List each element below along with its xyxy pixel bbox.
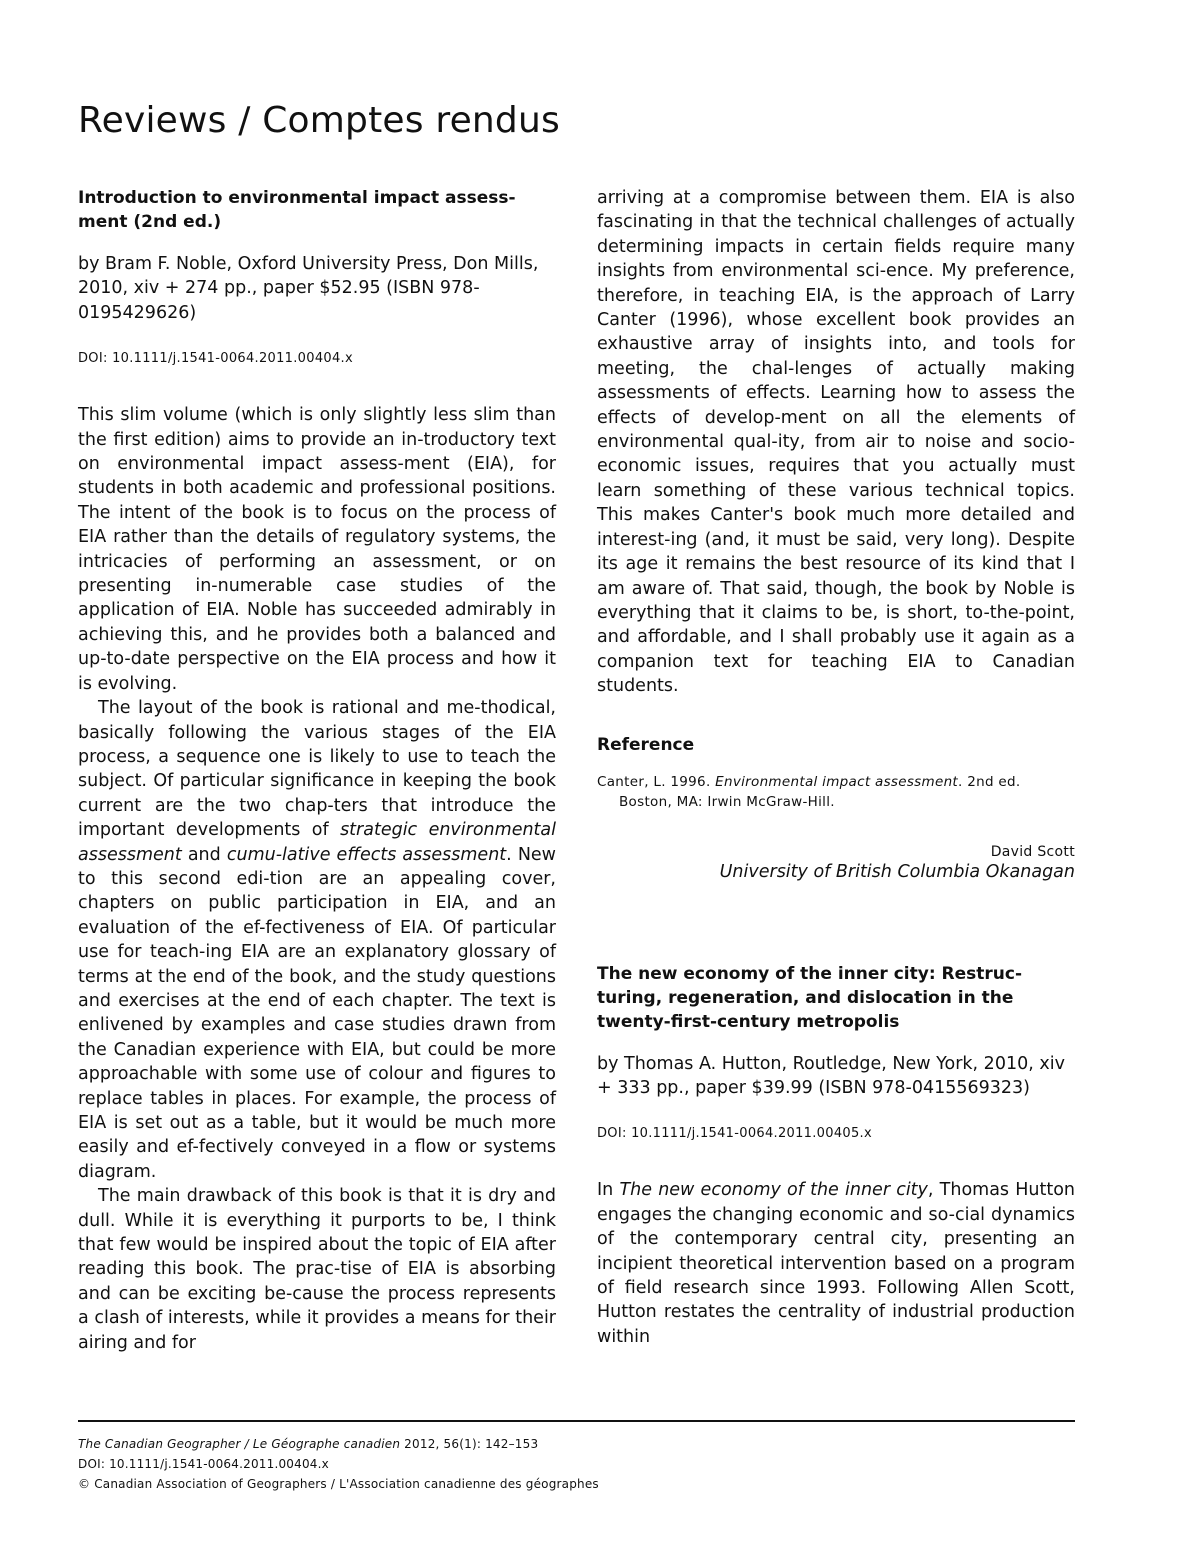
review1-title: Introduction to environmental impact assess-ment (2nd ed.) <box>78 188 516 232</box>
page-footer <box>78 1434 599 1494</box>
footer-doi: DOI: 10.1111/j.1541-0064.2011.00404.x <box>78 1457 329 1471</box>
text-run: In <box>597 1180 620 1201</box>
text-run: . New to this second edi-tion are an appealing cover, chapters on public participation in EIA, and an evaluation of the ef-fectiveness of EIA. Of particular use for teach-ing EIA are an explanatory glossary of terms at the end of the book, and the study questions and exercises at the end of each chapter. The text is enlivened by examples and case studies drawn from the Canadian experience with EIA, but could be more approachable with some use of colour and figures to replace tables in places. For example, the process of EIA is set out as a table, but it would be much more easily and ef-fectively conveyed in a flow or systems diagram. <box>78 844 556 1182</box>
reviewer-name: David Scott <box>990 843 1075 860</box>
copyright-text: Canadian Association of Geographers / L'Association canadienne des géographes <box>94 1477 599 1491</box>
review1-paragraph-3-continued: arriving at a compromise between them. EIA is also fascinating in that the technical challenges of actually determining impacts in certain fields require many insights from environmental sci-ence. My preference, therefore, in teaching EIA, is the approach of Larry Canter (1996), whose excellent book provides an exhaustive array of insights into, and tools for meeting, the chal-lenges of actually making assessments of effects. Learning how to assess the effects of develop-ment on all the elements of environmental qual-ity, from air to noise and socio-economic issues, requires that you actually must learn something of these various technical topics. This makes Canter's book much more detailed and interest-ing (and, it must be said, very long). Despite its age it remains the best resource of its kind that I am aware of. That said, though, the book by Noble is everything that it claims to be, is short, to-the-point, and affordable, and I shall probably use it again as a companion text for teaching EIA to Canadian students. <box>597 188 1075 697</box>
review2-doi: DOI: 10.1111/j.1541-0064.2011.00405.x <box>597 1126 872 1142</box>
text-run: and <box>181 844 227 865</box>
text-run: Canter, L. 1996. <box>597 773 716 790</box>
review2-paragraph-1 <box>597 1178 1075 1349</box>
review1-paragraph-2 <box>78 696 556 1184</box>
review1-paragraph-1: This slim volume (which is only slightly less slim than the first edition) aims to provide an in-troductory text on environmental impact assess-ment (EIA), for students in both academic and professional positions. The intent of the book is to focus on the process of EIA rather than the details of regulatory systems, the intricacies of performing an assessment, or on presenting in-numerable case studies of the application of EIA. Noble has succeeded admirably in achieving this, and he provides both a balanced and up-to-date perspective on the EIA process and how it is evolving. <box>78 405 556 694</box>
journal-name: The Canadian Geographer / Le Géographe canadien <box>78 1437 401 1451</box>
review2-biblio: by Thomas A. Hutton, Routledge, New York, 2010, xiv + 333 pp., paper $39.99 (ISBN 978-0415569323) <box>597 1053 1065 1098</box>
review1-doi: DOI: 10.1111/j.1541-0064.2011.00404.x <box>78 351 353 367</box>
footer-divider <box>78 1420 1075 1422</box>
copyright-icon: © <box>78 1477 91 1491</box>
emphasis: The new economy of the inner city <box>619 1180 928 1201</box>
right-column <box>597 186 1075 1349</box>
review1-paragraph-3: The main drawback of this book is that it is dry and dull. While it is everything it purports to be, I think that few would be inspired about the topic of EIA after reading this book. The prac-tise of EIA is absorbing and can be exciting be-cause the process represents a clash of interests, while it provides a means for their airing and for <box>78 1186 556 1353</box>
text-run: . 2nd ed. Boston, MA: Irwin McGraw-Hill. <box>619 773 1021 810</box>
emphasis: Environmental impact assessment <box>715 773 959 790</box>
text-run: , Thomas Hutton engages the changing economic and so-cial dynamics of the contemporary central city, presenting an incipient theoretical intervention based on a program of field research since 1993. Following Allen Scott, Hutton restates the centrality of industrial production within <box>597 1180 1075 1347</box>
text-run: The layout of the book is rational and me-thodical, basically following the various stages of the EIA process, a sequence one is likely to use to teach the subject. Of particular significance in keeping the book current are the two chap-ters that introduce the important developments of <box>78 698 556 841</box>
left-column <box>78 186 556 1355</box>
emphasis: cumu-lative effects assessment <box>226 844 507 865</box>
reviewer-affiliation: University of British Columbia Okanagan <box>719 861 1075 882</box>
footer-citation <box>78 1434 599 1454</box>
review1-biblio: by Bram F. Noble, Oxford University Press, Don Mills, 2010, xiv + 274 pp., paper $52.95 (ISBN 978-0195429626) <box>78 254 539 323</box>
footer-copyright <box>78 1474 599 1494</box>
journal-volume: 2012, 56(1): 142–153 <box>400 1437 539 1451</box>
review2-title: The new economy of the inner city: Restruc-turing, regeneration, and dislocation in the twenty-first-century metropolis <box>597 963 1023 1032</box>
page-title: Reviews / Comptes rendus <box>78 100 560 141</box>
reference-entry <box>597 772 1075 812</box>
reference-heading: Reference <box>597 734 695 755</box>
emphasis: strategic environmental assessment <box>78 820 556 865</box>
